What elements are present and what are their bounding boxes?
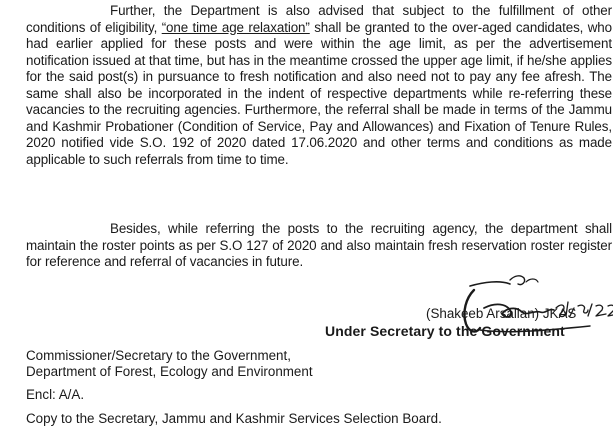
one-time-age-relaxation-text: “one time age relaxation” bbox=[161, 19, 310, 35]
enclosure-note: Encl: A/A. bbox=[26, 387, 85, 402]
paragraph-age-relaxation bbox=[26, 3, 612, 168]
paragraph-1-intro: Further, the Department is also advised that subject to the fulfillment of other conditions of eligibility, bbox=[26, 3, 612, 35]
addressee-line-1: Commissioner/Secretary to the Government, bbox=[26, 348, 291, 363]
copy-to-line: Copy to the Secretary, Jammu and Kashmir Services Selection Board. bbox=[26, 411, 442, 426]
signatory-title: Under Secretary to the Government bbox=[325, 323, 565, 339]
paragraph-1-body: shall be granted to the over-aged candidates, who had earlier applied for these posts and were within the age limit, as per the advertisement notification issued at that time, but has in the meantime crossed the upper age limit, if he/she applies for the said post(s) in pursuance to fresh notification and also need not to pay any fee afresh. The same shall also be incorporated in the indent of respective departments while re-referring these vacancies to the recruiting agencies. Furthermore, the referral shall be made in terms of the Jammu and Kashmir Probationer (Condition of Service, Pay and Allowances) and Fixation of Tenure Rules, 2020 notified vide S.O. 192 of 2020 dated 17.06.2020 and other terms and conditions as made applicable to such referrals from time to time. bbox=[26, 19, 613, 167]
addressee-line-2: Department of Forest, Ecology and Environment bbox=[26, 364, 313, 379]
signatory-name: (Shakeeb Arsallan) JKAS bbox=[426, 306, 577, 321]
paragraph-roster-points: Besides, while referring the posts to the recruiting agency, the department shall maintain the roster points as per S.O 127 of 2020 and also maintain fresh reservation roster register for reference and referral of vacancies in future. bbox=[26, 221, 612, 269]
